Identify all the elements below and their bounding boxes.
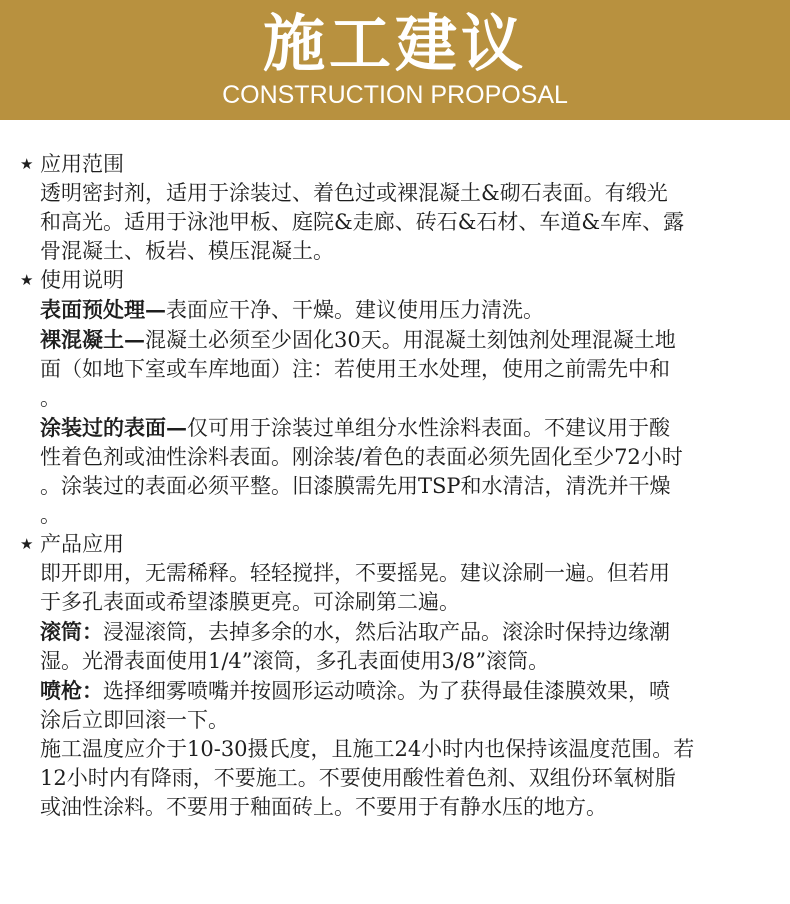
section-heading-usage: [0, 266, 790, 295]
section-heading-label: 使用说明: [40, 268, 124, 292]
paragraph-lead: 表面预处理—: [40, 297, 166, 322]
page-title: 施工建议: [262, 7, 527, 80]
application-paragraph-spray: [40, 676, 770, 735]
paragraph-text: 选择细雾喷嘴并按圆形运动喷涂。为了获得最佳漆膜效果，喷 涂后立即回滚一下。: [40, 679, 670, 732]
paragraph-text: 混凝土必须至少固化30天。用混凝土刻蚀剂处理混凝土地 面（如地下室或车库地面）注：若使用王水处理，使用之前需先中和 。: [40, 328, 676, 410]
section-heading-application: [0, 530, 790, 559]
application-paragraph-general: 即开即用，无需稀释。轻轻搅拌，不要摇晃。建议涂刷一遍。但若用 于多孔表面或希望漆膜更亮。可涂刷第二遍。: [40, 561, 670, 614]
paragraph-lead: 喷枪：: [40, 678, 103, 703]
usage-paragraph-coated-surface: [40, 413, 770, 530]
paragraph-lead: 涂装过的表面—: [40, 415, 187, 440]
paragraph-lead: 裸混凝土—: [40, 327, 145, 352]
scope-paragraph: 透明密封剂，适用于涂装过、着色过或裸混凝土&砌石表面。有缎光 和高光。适用于泳池甲板、庭院&走廊、砖石&石材、车道&车库、露 骨混凝土、板岩、模压混凝土。: [40, 181, 685, 263]
header-banner: [0, 0, 790, 120]
star-bullet-icon: ★: [20, 155, 34, 173]
paragraph-lead: 滚筒：: [40, 619, 103, 644]
paragraph-text: 表面应干净、干燥。建议使用压力清洗。: [166, 298, 544, 322]
usage-paragraph-bare-concrete: [40, 325, 770, 413]
page-subtitle: CONSTRUCTION PROPOSAL: [222, 81, 568, 109]
section-heading-label: 产品应用: [40, 532, 124, 556]
paragraph-text: 仅可用于涂装过单组分水性涂料表面。不建议用于酸 性着色剂或油性涂料表面。刚涂装/着色的表面必须先固化至少72小时 。涂装过的表面必须平整。旧漆膜需先用TSP和水清洁，清洗并干燥 。: [40, 416, 683, 527]
section-heading-label: 应用范围: [40, 152, 124, 176]
application-paragraph-conditions: 施工温度应介于10-30摄氏度，且施工24小时内也保持该温度范围。若 12小时内有降雨，不要施工。不要使用酸性着色剂、双组份环氧树脂 或油性涂料。不要用于釉面砖上。不要用于有静水压的地方。: [40, 737, 695, 819]
main-content: [0, 150, 790, 822]
star-bullet-icon: ★: [20, 271, 34, 289]
section-heading-scope: [0, 150, 790, 179]
star-bullet-icon: ★: [20, 535, 34, 553]
paragraph-text: 浸湿滚筒，去掉多余的水，然后沾取产品。滚涂时保持边缘潮 湿。光滑表面使用1/4”滚筒，多孔表面使用3/8”滚筒。: [40, 620, 670, 673]
application-paragraph-roller: [40, 617, 770, 676]
usage-paragraph-surface-prep: [40, 295, 770, 325]
